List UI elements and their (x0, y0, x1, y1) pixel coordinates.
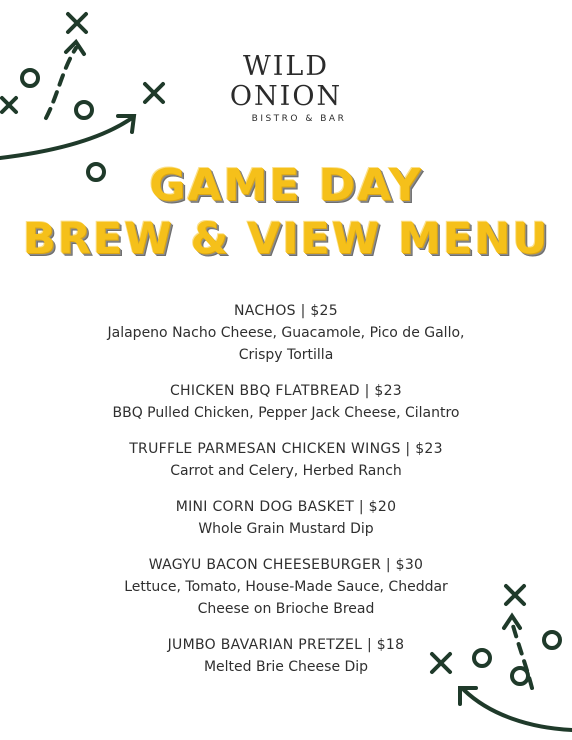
menu-item-description: Jalapeno Nacho Cheese, Guacamole, Pico de Gallo, (107, 325, 465, 341)
menu-item (0, 380, 572, 424)
menu-item (0, 300, 572, 366)
logo-wordmark-line2: ONION (229, 81, 343, 112)
menu-item-description: Cheese on Brioche Bread (197, 601, 375, 617)
menu-item-name: JUMBO BAVARIAN PRETZEL | $18 (167, 637, 405, 653)
menu-item (0, 438, 572, 482)
menu-item-name: TRUFFLE PARMESAN CHICKEN WINGS | $23 (129, 441, 443, 457)
menu-title-line1: GAME DAY (149, 160, 423, 211)
menu-item-name: NACHOS | $25 (234, 303, 338, 319)
menu-item-description: Crispy Tortilla (238, 347, 334, 363)
menu-item (0, 496, 572, 540)
menu-list (0, 300, 572, 692)
menu-item-description: BBQ Pulled Chicken, Pepper Jack Cheese, Cilantro (112, 405, 460, 421)
menu-title-line2: BREW & VIEW MENU (22, 214, 550, 264)
restaurant-logo (0, 52, 572, 124)
menu-item-name: MINI CORN DOG BASKET | $20 (175, 499, 397, 515)
menu-item-description: Whole Grain Mustard Dip (198, 521, 374, 537)
x-mark-icon (68, 14, 86, 32)
curved-arrow-icon (464, 690, 572, 730)
menu-item (0, 634, 572, 678)
menu-item (0, 554, 572, 620)
menu-item-description: Melted Brie Cheese Dip (203, 659, 369, 675)
menu-item-name: WAGYU BACON CHEESEBURGER | $30 (148, 557, 424, 573)
curved-arrow-icon (0, 118, 132, 158)
menu-item-name: CHICKEN BBQ FLATBREAD | $23 (169, 383, 403, 399)
logo-tagline: BISTRO & BAR (251, 114, 347, 124)
menu-item-description: Carrot and Celery, Herbed Ranch (170, 463, 402, 479)
menu-item-description: Lettuce, Tomato, House-Made Sauce, Cheddar (124, 579, 448, 595)
logo-wordmark-line1: WILD (243, 51, 329, 82)
